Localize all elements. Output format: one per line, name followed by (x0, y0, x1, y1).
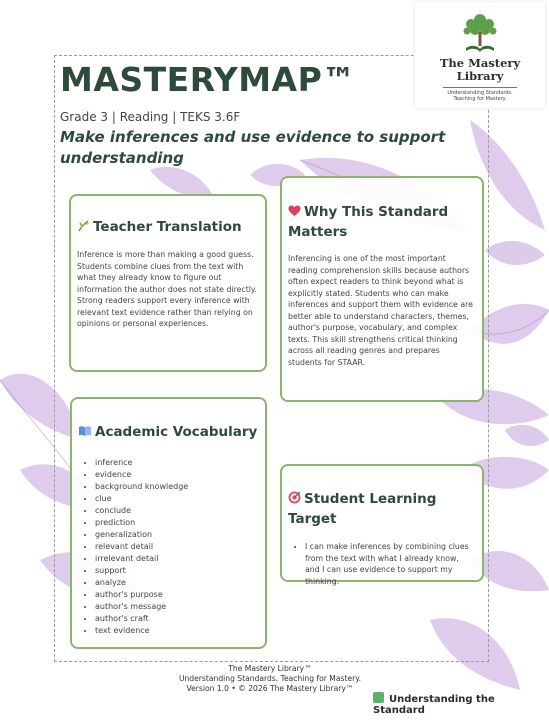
target-icon (288, 491, 301, 510)
vocabulary-item: • irrelevant detail (95, 553, 259, 565)
book-icon (78, 424, 92, 443)
sprout-icon (77, 219, 90, 238)
vocabulary-item: • generalization (95, 529, 259, 541)
vocabulary-item: • analyze (95, 577, 259, 589)
academic-vocabulary-card (70, 397, 267, 649)
heart-icon (288, 204, 301, 223)
vocabulary-item: • author's purpose (95, 589, 259, 601)
teacher-translation-heading (77, 218, 259, 238)
logo-tagline (415, 90, 545, 102)
logo-tagline-line2: Teaching for Mastery. (453, 96, 507, 102)
standard-subtitle: Grade 3 | Reading | TEKS 3.6F (60, 110, 241, 124)
logo-name-line2: Library (456, 69, 504, 83)
tree-icon (462, 12, 498, 54)
vocabulary-item: • evidence (95, 469, 259, 481)
why-matters-heading-text: Why This Standard Matters (288, 204, 449, 240)
vocabulary-heading-text: Academic Vocabulary (95, 424, 258, 440)
logo-divider (443, 87, 517, 88)
vocabulary-item: • background knowledge (95, 481, 259, 493)
learning-target-heading (288, 490, 476, 529)
teacher-translation-body: Inference is more than making a good guess. Students combine clues from the text with what they already know to figure out information the author does not state directly. Strong readers support every inference with relevant text evidence rather than relying on opinions or personal experiences. (77, 250, 257, 328)
logo-name-line1: The Mastery (439, 56, 521, 70)
vocabulary-item: • text evidence (95, 625, 259, 637)
vocabulary-item: • conclude (95, 505, 259, 517)
logo-name (415, 57, 545, 83)
footer-credits (150, 664, 390, 694)
why-matters-body: Inferencing is one of the most important reading comprehension skills because authors often expect readers to think beyond what is explicitly stated. Students who can make inferences and support them with evidence are better able to understand characters, themes, author's purpose, vocabulary, and complex texts. This skill strengthens critical thinking across all reading genres and prepares students for STAAR. (288, 254, 473, 367)
section-label (373, 692, 549, 716)
vocabulary-item: • prediction (95, 517, 259, 529)
footer-line2: Understanding Standards. Teaching for Mastery. (178, 674, 362, 683)
footer-line1: The Mastery Library™ (228, 664, 312, 673)
mastery-library-logo (415, 2, 545, 108)
standard-statement: Make inferences and use evidence to support understanding (60, 128, 446, 167)
teacher-translation-card (69, 194, 267, 372)
why-matters-heading (288, 203, 476, 242)
teacher-translation-heading-text: Teacher Translation (93, 219, 242, 235)
section-label-text: Understanding the Standard (373, 694, 495, 716)
learning-target-item: • I can make inferences by combining clues from the text with what I already know, and I can use evidence to support my thinking. (305, 541, 476, 587)
vocabulary-item: • author's message (95, 601, 259, 613)
vocabulary-heading (78, 423, 259, 443)
vocabulary-item: • support (95, 565, 259, 577)
vocabulary-item: • clue (95, 493, 259, 505)
learning-target-list (288, 541, 476, 587)
learning-target-card (280, 464, 484, 586)
vocabulary-list (78, 457, 259, 637)
why-matters-card (280, 176, 484, 402)
logo-tagline-line1: Understanding Standards. (447, 90, 513, 96)
section-color-square-icon (373, 692, 384, 703)
page-title: MASTERYMAP™ (60, 60, 356, 99)
learning-target-heading-text: Student Learning Target (288, 491, 437, 527)
vocabulary-item: • inference (95, 457, 259, 469)
vocabulary-item: • author's craft (95, 613, 259, 625)
footer-line3: Version 1.0 • © 2026 The Mastery Library™ (186, 684, 354, 693)
vocabulary-item: • relevant detail (95, 541, 259, 553)
